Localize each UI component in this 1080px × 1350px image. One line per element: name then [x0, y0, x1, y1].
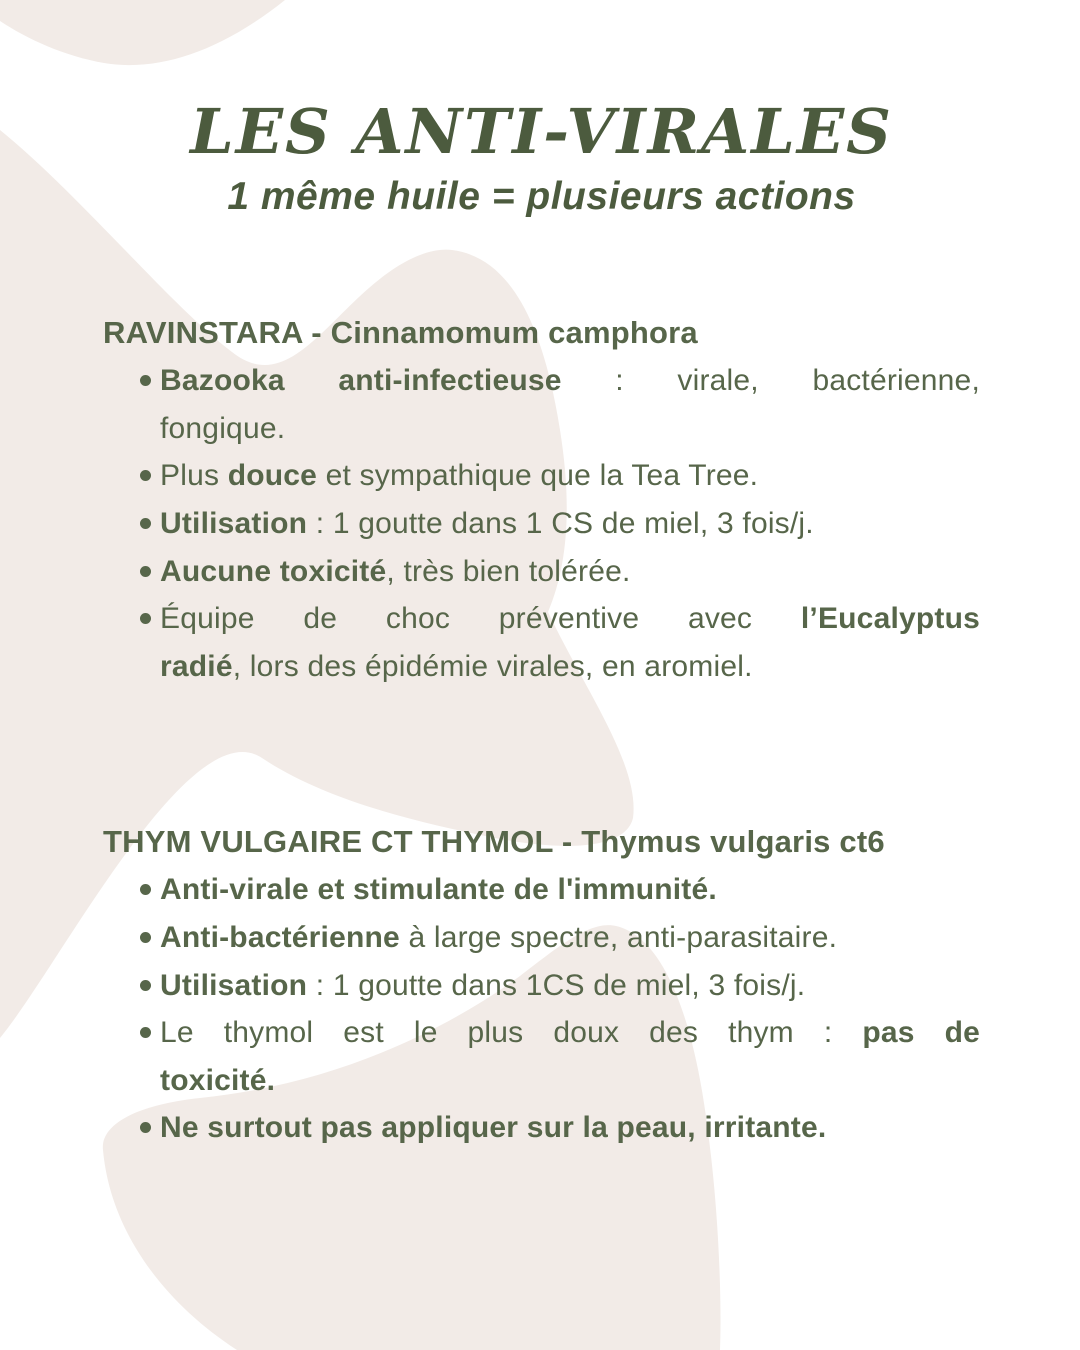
section-ravinstara — [103, 309, 980, 690]
list-item — [103, 357, 980, 452]
list-item — [103, 595, 980, 690]
section-heading: RAVINSTARA - Cinnamomum camphora — [103, 315, 698, 351]
bullet-text: fongique. — [160, 411, 286, 445]
bullet-line — [160, 914, 980, 962]
bullet-text: douce — [227, 459, 318, 493]
bullet-text: Équipe de choc préventive avec — [160, 602, 801, 636]
bullet-line — [160, 1009, 980, 1057]
list-item — [103, 1009, 980, 1104]
bullet-text: Le thymol est le plus doux des thym : — [160, 1016, 863, 1050]
bullet-dot — [140, 1027, 151, 1038]
bullet-text: Anti-bactérienne — [160, 921, 400, 955]
bullet-dot — [140, 375, 151, 386]
list-item — [103, 866, 980, 914]
list-item — [103, 914, 980, 962]
bullet-text: à large spectre, anti-parasitaire. — [399, 921, 838, 955]
bullet-text: Anti-virale et stimulante de l'immunité. — [160, 873, 717, 907]
bullet-text: Bazooka anti-infectieuse — [160, 364, 562, 398]
bullet-text: et sympathique que la Tea Tree. — [317, 459, 759, 493]
bullet-text: pas de — [862, 1016, 980, 1050]
bullet-line — [160, 962, 980, 1010]
bullet-list — [103, 357, 980, 690]
bullet-line — [160, 643, 980, 691]
bullet-line — [160, 1104, 980, 1152]
bullet-dot — [140, 980, 151, 991]
list-item — [103, 548, 980, 596]
bullet-line — [160, 500, 980, 548]
bullet-dot — [140, 566, 151, 577]
bullet-text: Ne surtout pas appliquer sur la peau, irritante. — [160, 1111, 827, 1145]
bullet-text: toxicité. — [160, 1063, 276, 1097]
bullet-dot — [140, 932, 151, 943]
bullet-text: l’Eucalyptus — [800, 602, 980, 636]
bullet-line — [160, 548, 980, 596]
bullet-text: Utilisation — [160, 968, 308, 1002]
page-subtitle: 1 même huile = plusieurs actions — [227, 175, 856, 219]
bullet-text: Aucune toxicité — [160, 554, 387, 588]
list-item — [103, 500, 980, 548]
bullet-dot — [140, 518, 151, 529]
bullet-text: : virale, bactérienne, — [561, 364, 980, 398]
bullet-text: , lors des épidémie virales, en aromiel. — [232, 649, 753, 683]
bullet-text: radié — [160, 649, 233, 683]
bullet-line — [160, 595, 980, 643]
section-thym-vulgaire — [103, 818, 980, 1152]
list-item — [103, 962, 980, 1010]
bullet-text: : 1 goutte dans 1CS de miel, 3 fois/j. — [307, 968, 806, 1002]
section-heading: THYM VULGAIRE CT THYMOL - Thymus vulgaris ct6 — [103, 824, 885, 860]
bullet-dot — [140, 1122, 151, 1133]
bullet-line — [160, 866, 980, 914]
bullet-dot — [140, 613, 151, 624]
bullet-line — [160, 1057, 980, 1105]
bullet-text: Utilisation — [160, 507, 308, 541]
page-title: LES ANTI-VIRALES — [190, 95, 893, 168]
bullet-dot — [140, 470, 151, 481]
bullet-list — [103, 866, 980, 1152]
bullet-dot — [140, 884, 151, 895]
bullet-text: : 1 goutte dans 1 CS de miel, 3 fois/j. — [307, 507, 814, 541]
bullet-text: , très bien tolérée. — [386, 554, 631, 588]
bullet-line — [160, 452, 980, 500]
poster-content — [103, 0, 980, 1152]
list-item — [103, 452, 980, 500]
bullet-line — [160, 357, 980, 405]
list-item — [103, 1104, 980, 1152]
bullet-text: Plus — [160, 459, 228, 493]
bullet-line — [160, 405, 980, 453]
